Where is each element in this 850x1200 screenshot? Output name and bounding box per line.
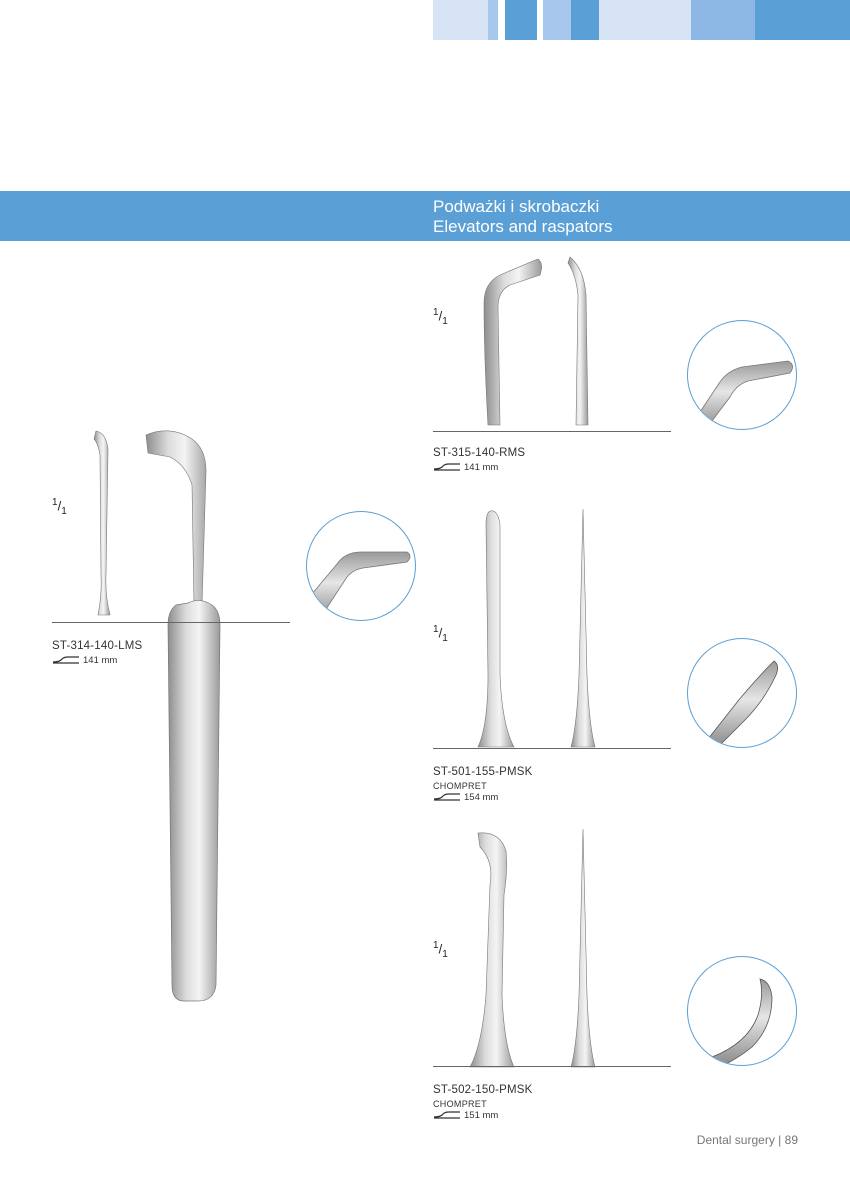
product-code: ST-502-150-PMSK	[433, 1084, 533, 1096]
product-subtitle: CHOMPRET	[433, 1099, 487, 1109]
footer-section: Dental surgery	[696, 1133, 775, 1147]
footer-separator: |	[778, 1133, 782, 1147]
instrument-front-view	[460, 825, 520, 1070]
baseline	[433, 748, 671, 749]
product-code: ST-314-140-LMS	[52, 640, 143, 652]
product-length: 154 mm	[433, 792, 498, 803]
length-icon	[433, 1111, 461, 1119]
page-footer	[697, 1133, 798, 1147]
product-length: 141 mm	[52, 655, 117, 666]
instrument-front-view	[470, 505, 520, 750]
scale-label: $^1/_1$	[433, 307, 448, 327]
instrument-side-view	[560, 255, 600, 435]
tip-detail-circle	[687, 638, 797, 748]
instrument-side-view	[88, 425, 124, 625]
section-title-pl: Podważki i skrobaczki	[433, 197, 600, 216]
length-icon	[52, 656, 80, 664]
length-icon	[433, 793, 461, 801]
top-color-bar	[433, 0, 850, 40]
tip-detail-circle	[306, 511, 416, 621]
instrument-front-view	[470, 255, 550, 435]
page-number: 89	[784, 1133, 798, 1147]
product-code: ST-501-155-PMSK	[433, 766, 533, 778]
scale-label: $^1/_1$	[433, 624, 448, 644]
baseline	[433, 1066, 671, 1067]
section-title-en: Elevators and raspators	[433, 217, 613, 236]
section-header-band	[0, 191, 850, 241]
tip-detail-circle	[687, 320, 797, 430]
instrument-side-view	[565, 825, 601, 1070]
product-length: 151 mm	[433, 1110, 498, 1121]
product-length: 141 mm	[433, 462, 498, 473]
tip-detail-circle	[687, 956, 797, 1066]
length-icon	[433, 463, 461, 471]
product-subtitle: CHOMPRET	[433, 781, 487, 791]
product-code: ST-315-140-RMS	[433, 447, 526, 459]
scale-label: $^1/_1$	[433, 940, 448, 960]
instrument-side-view	[565, 505, 601, 750]
baseline	[433, 431, 671, 432]
baseline	[52, 622, 290, 623]
instrument-front-view	[140, 425, 240, 1005]
scale-label: $^1/_1$	[52, 497, 67, 517]
